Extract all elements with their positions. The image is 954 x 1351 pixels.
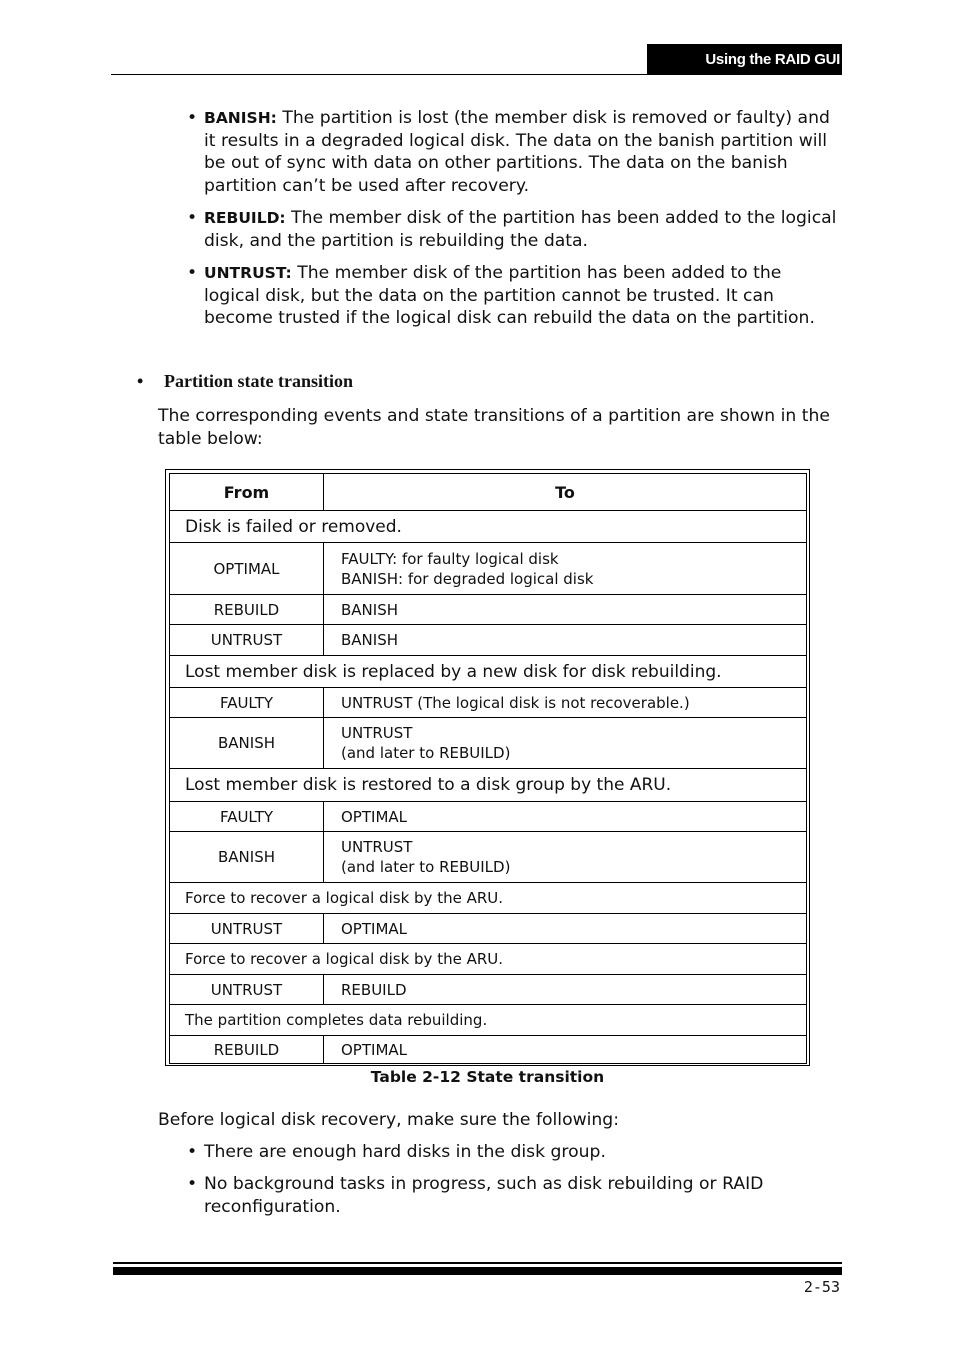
to-cell bbox=[324, 688, 807, 718]
requirement-item bbox=[187, 1173, 842, 1218]
header-title: Using the RAID GUI bbox=[647, 44, 842, 75]
bullet-icon: • bbox=[187, 108, 198, 128]
to-line: UNTRUST bbox=[341, 838, 413, 856]
bullet-icon: • bbox=[187, 1142, 198, 1162]
page-number: 2-53 bbox=[803, 1278, 840, 1296]
event-cell: Lost member disk is restored to a disk group by the ARU. bbox=[170, 769, 807, 802]
from-cell: REBUILD bbox=[170, 595, 324, 625]
intro-paragraph: The corresponding events and state transitions of a partition are shown in the table below: bbox=[158, 406, 830, 449]
from-cell: REBUILD bbox=[170, 1036, 324, 1064]
to-cell bbox=[324, 975, 807, 1005]
event-cell: The partition completes data rebuilding. bbox=[170, 1005, 807, 1036]
to-cell bbox=[324, 914, 807, 944]
table-row bbox=[170, 914, 807, 944]
from-cell: UNTRUST bbox=[170, 625, 324, 656]
footer-rule-thin bbox=[113, 1262, 842, 1264]
to-line: BANISH bbox=[341, 600, 398, 619]
bullet-icon: • bbox=[187, 263, 198, 283]
event-row bbox=[170, 511, 807, 543]
state-description: The member disk of the partition has been added to the logical disk, but the data on the partition cannot be trusted. It can become trusted if the logical disk can rebuild the data on the partition. bbox=[204, 263, 815, 328]
table-row bbox=[170, 802, 807, 832]
event-cell: Lost member disk is replaced by a new disk for disk rebuilding. bbox=[170, 656, 807, 688]
to-line: BANISH bbox=[341, 631, 398, 649]
state-rebuild bbox=[187, 207, 842, 252]
event-row bbox=[170, 944, 807, 975]
table-header-row bbox=[170, 474, 807, 511]
to-line: OPTIMAL bbox=[341, 1040, 407, 1059]
event-row bbox=[170, 1005, 807, 1036]
table-row bbox=[170, 718, 807, 769]
table-row bbox=[170, 595, 807, 625]
footer-rule-thick bbox=[113, 1267, 842, 1275]
header-rule bbox=[111, 74, 647, 75]
to-line: OPTIMAL bbox=[341, 807, 407, 826]
requirement-text: No background tasks in progress, such as disk rebuilding or RAID reconfiguration. bbox=[204, 1174, 764, 1217]
table-row bbox=[170, 625, 807, 656]
table-caption: Table 2-12 State transition bbox=[370, 1068, 605, 1086]
to-cell bbox=[324, 595, 807, 625]
bullet-icon: • bbox=[187, 208, 198, 228]
to-cell bbox=[324, 1036, 807, 1064]
requirement-text: There are enough hard disks in the disk group. bbox=[204, 1142, 606, 1162]
to-cell bbox=[324, 625, 807, 656]
to-line: (and later to REBUILD) bbox=[341, 744, 511, 762]
to-line: (and later to REBUILD) bbox=[341, 858, 511, 876]
requirement-item bbox=[187, 1141, 842, 1164]
table-row bbox=[170, 975, 807, 1005]
to-line: UNTRUST (The logical disk is not recoverable.) bbox=[341, 693, 690, 712]
event-row bbox=[170, 883, 807, 914]
column-header-to: To bbox=[324, 474, 807, 511]
from-cell: BANISH bbox=[170, 832, 324, 883]
table-row bbox=[170, 832, 807, 883]
to-cell bbox=[324, 832, 807, 883]
event-row bbox=[170, 769, 807, 802]
state-banish bbox=[187, 107, 842, 197]
to-cell bbox=[324, 543, 807, 595]
bullet-icon: • bbox=[187, 1174, 198, 1194]
event-row bbox=[170, 656, 807, 688]
from-cell: FAULTY bbox=[170, 802, 324, 832]
event-cell: Disk is failed or removed. bbox=[170, 511, 807, 543]
state-transition-table bbox=[169, 473, 807, 1064]
from-cell: OPTIMAL bbox=[170, 543, 324, 595]
to-line: UNTRUST bbox=[341, 724, 413, 742]
event-cell: Force to recover a logical disk by the ARU. bbox=[170, 944, 807, 975]
event-cell: Force to recover a logical disk by the ARU. bbox=[170, 883, 807, 914]
to-line: OPTIMAL bbox=[341, 919, 407, 938]
table-row bbox=[170, 543, 807, 595]
to-cell bbox=[324, 718, 807, 769]
state-description: The partition is lost (the member disk is removed or faulty) and it results in a degraded logical disk. The data on the banish partition will be out of sync with data on other partitions. The data on the banish partition can’t be used after recovery. bbox=[204, 108, 830, 196]
to-line: REBUILD bbox=[341, 980, 407, 999]
section-bullet-icon: • bbox=[137, 371, 144, 391]
from-cell: UNTRUST bbox=[170, 975, 324, 1005]
from-cell: FAULTY bbox=[170, 688, 324, 718]
state-term: BANISH: bbox=[204, 109, 277, 127]
from-cell: UNTRUST bbox=[170, 914, 324, 944]
state-term: UNTRUST: bbox=[204, 264, 292, 282]
table-row bbox=[170, 1036, 807, 1064]
to-line: BANISH: for degraded logical disk bbox=[341, 569, 594, 588]
to-line: FAULTY: for faulty logical disk bbox=[341, 549, 559, 568]
state-term: REBUILD: bbox=[204, 209, 286, 227]
state-untrust bbox=[187, 262, 842, 330]
table-row bbox=[170, 688, 807, 718]
section-title: Partition state transition bbox=[164, 371, 353, 391]
to-cell bbox=[324, 802, 807, 832]
from-cell: BANISH bbox=[170, 718, 324, 769]
state-description: The member disk of the partition has been added to the logical disk, and the partition is rebuilding the data. bbox=[204, 208, 837, 251]
column-header-from: From bbox=[170, 474, 324, 511]
before-recovery-paragraph: Before logical disk recovery, make sure the following: bbox=[158, 1110, 620, 1130]
